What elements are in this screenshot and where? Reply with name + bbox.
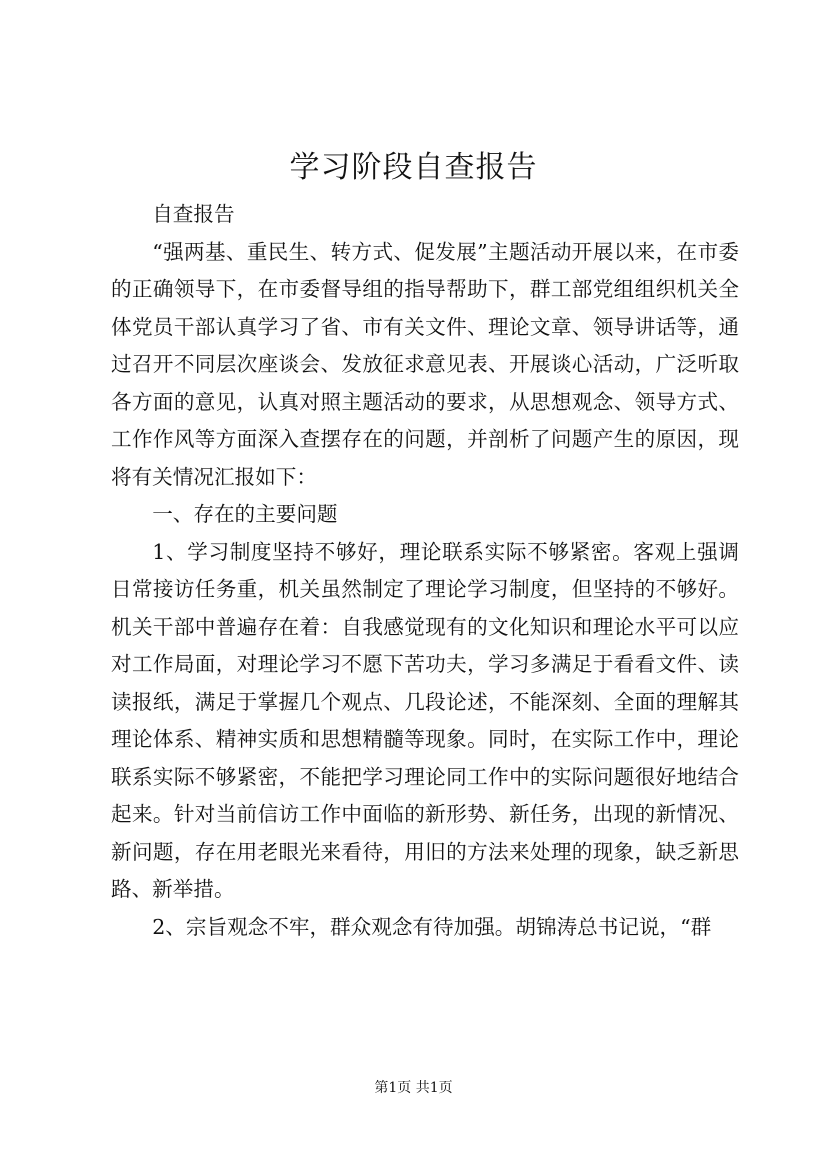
document-body [111, 196, 739, 946]
paragraph-issue-1: 1、学习制度坚持不够好，理论联系实际不够紧密。客观上强调日常接访任务重，机关虽然制定了理论学习制度，但坚持的不够好。机关干部中普遍存在着：自我感觉现有的文化知识和理论水平可以应对工作局面，对理论学习不愿下苦功夫，学习多满足于看看文件、读读报纸，满足于掌握几个观点、几段论述，不能深刻、全面的理解其理论体系、精神实质和思想精髓等现象。同时，在实际工作中，理论联系实际不够紧密，不能把学习理论同工作中的实际问题很好地结合起来。针对当前信访工作中面临的新形势、新任务，出现的新情况、新问题，存在用老眼光来看待，用旧的方法来处理的现象，缺乏新思路、新举措。 [111, 539, 739, 901]
paragraph-issue-2: 2、宗旨观念不牢，群众观念有待加强。胡锦涛总书记说，“群 [152, 914, 712, 939]
page-footer: 第1页 共1页 [374, 1080, 453, 1096]
page-title: 学习阶段自查报告 [289, 150, 538, 185]
paragraph-intro: “强两基、重民生、转方式、促发展”主题活动开展以来，在市委的正确领导下，在市委督导组的指导帮助下，群工部党组组织机关全体党员干部认真学习了省、市有关文件、理论文章、领导讲话等，通过召开不同层次座谈会、发放征求意见表、开展谈心活动，广泛听取各方面的意见，认真对照主题活动的要求，从思想观念、领导方式、工作作风等方面深入查摆存在的问题，并剖析了问题产生的原因，现将有关情况汇报如下： [111, 239, 739, 489]
paragraph-subtitle: 自查报告 [152, 202, 235, 226]
section-heading: 一、存在的主要问题 [152, 502, 338, 526]
